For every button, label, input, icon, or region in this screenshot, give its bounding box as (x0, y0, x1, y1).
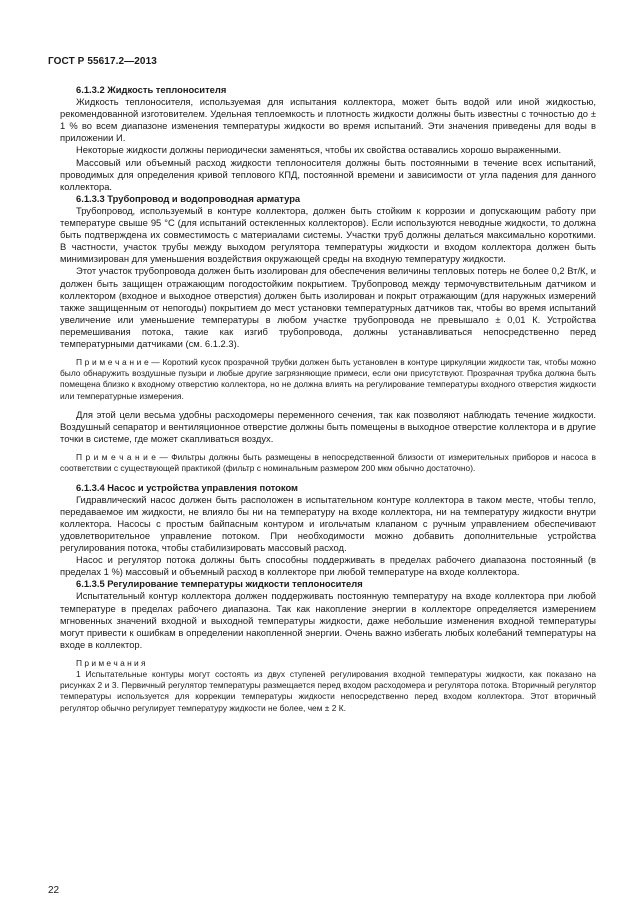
notes-label: П р и м е ч а н и я (76, 657, 146, 668)
note-label: П р и м е ч а н и е (76, 452, 156, 463)
paragraph: Некоторые жидкости должны периодически заменяться, чтобы их свойства оставались хорошо выраженными. (76, 144, 562, 156)
section-heading: 6.1.3.3 Трубопровод и водопроводная арматура (76, 192, 301, 204)
page-number: 22 (48, 885, 60, 896)
note (60, 357, 596, 402)
paragraph: Массовый или объемный расход жидкости теплоносителя должны быть постоянными в течение всех испытаний, проводимых для определения кривой теплового КПД, постоянной времени и зависимости от угла падения для данного коллектора. (60, 156, 596, 192)
spacer (60, 475, 596, 482)
note-label: П р и м е ч а н и е (76, 357, 149, 368)
section-heading: 6.1.3.2 Жидкость теплоносителя (76, 84, 227, 95)
paragraph: Жидкость теплоносителя, используемая для испытания коллектора, может быть водой или иной жидкостью, рекомендованной изготовителем. Удельная теплоемкость и плотность жидкости должны быть известны с точностью до ± 1 % во всем диапазоне изменения температуры жидкости во время испытаний. Эти значения приведены для воды в приложении И. (60, 96, 596, 144)
note: 1 Испытательные контуры могут состоять из двух ступеней регулирования входной температуры жидкости, как показано на рисунках 2 и 3. Первичный регулятор температуры размещается перед входом расходомера и регулятора потока. Вторичный регулятор температуры используется для коррекции температуры жидкости непосредственно перед входом коллектора. Этот вторичный регулятор обычно регулирует температуру жидкости не более, чем ± 2 К. (60, 669, 596, 713)
paragraph: Насос и регулятор потока должны быть способны поддерживать в пределах рабочего диапазона постоянный (в пределах 1 %) массовый и объемный расход в коллекторе при любой температуре на входе коллектора. (60, 554, 596, 578)
spacer (60, 402, 596, 409)
section-heading: 6.1.3.4 Насос и устройства управления потоком (76, 481, 298, 493)
spacer (60, 651, 596, 658)
paragraph: Этот участок трубопровода должен быть изолирован для обеспечения величины тепловых потерь не более 0,2 Вт/К, и должен быть защищен отражающим погодостойким покрытием. Трубопровод между термочувствительным датчиком и коллектором (входное и выходное отверстия) должен быть изолирован и покрыт отражающим (для наружных измерений также защищенным от непогоды) покрытием до мест установки температурных датчиков так, чтобы во время испытаний увеличение или уменьшение температуры в любом участке трубопровода не превышало ± 0,01 К. Устройства перемешивания потока, такие как изгиб трубопровода, должны устанавливаться непосредственно перед температурными датчиками (см. 6.1.2.3). (60, 265, 596, 349)
document-body (60, 84, 596, 714)
paragraph: Трубопровод, используемый в контуре коллектора, должен быть стойким к коррозии и допускающим работу при температуре свыше 95 °С (для испытаний остекленных коллекторов). Если используются неводные жидкости, то должна быть подтверждена их совместимость с материалами системы. Участки труб должны делаться максимально короткими. В частности, участок трубы между выходом регулятора температуры жидкости и входом коллектора должен быть минимизирован для уменьшения воздействия окружающей среды на входную температуру жидкости. (60, 204, 596, 265)
note-text: — Короткий кусок прозрачной трубки должен быть установлен в контуре циркуляции жидкости так, чтобы можно было обнаружить воздушные пузыри и любые другие загрязняющие примеси, если они присутствуют. Прозрачная трубка должна быть помещена близко к входному отверстию коллектора, но не должна влиять на регулирование температуры входного отверстия жидкости или температурные измерения. (60, 357, 596, 401)
paragraph: Испытательный контур коллектора должен поддерживать постоянную температуру на входе коллектора при любой температуре в пределах рабочего диапазона. Так как накопление энергии в коллекторе определяется измерением мгновенных значений входной и выходной температуры жидкости, даже небольшие изменения входной температуры могут привести к ошибкам в определении накопленной энергии. Очень важно избегать любых колебаний температуры на входе в коллектор. (60, 590, 596, 650)
spacer (60, 445, 596, 452)
spacer (60, 350, 596, 357)
document-header: ГОСТ Р 55617.2—2013 (48, 56, 157, 67)
note (60, 452, 596, 474)
section-heading: 6.1.3.5 Регулирование температуры жидкости теплоносителя (76, 578, 363, 590)
note-text: — Фильтры должны быть размещены в непосредственной близости от измерительных приборов и насоса в соответствии с существующей практикой (фильтр с номинальным размером 200 мкм обычно достаточно). (60, 452, 596, 474)
paragraph: Для этой цели весьма удобны расходомеры переменного сечения, так как позволяют наблюдать течение жидкости. Воздушный сепаратор и вентиляционное отверстие должны быть помещены в выходное отверстие коллектора и в другие точки в системе, где может скапливаться воздух. (60, 408, 596, 445)
paragraph: Гидравлический насос должен быть расположен в испытательном контуре коллектора в таком месте, чтобы тепло, передаваемое им жидкости, не влияло бы ни на температуру на входе коллектора, ни на температуру жидкости внутри коллектора. Насосы с простым байпасным контуром и игольчатым клапаном с ручным управлением обеспечивают удовлетворительное управление потоком. При необходимости можно добавить дополнительные устройства регулирования потока, чтобы стабилизировать массовый расход. (60, 493, 596, 554)
